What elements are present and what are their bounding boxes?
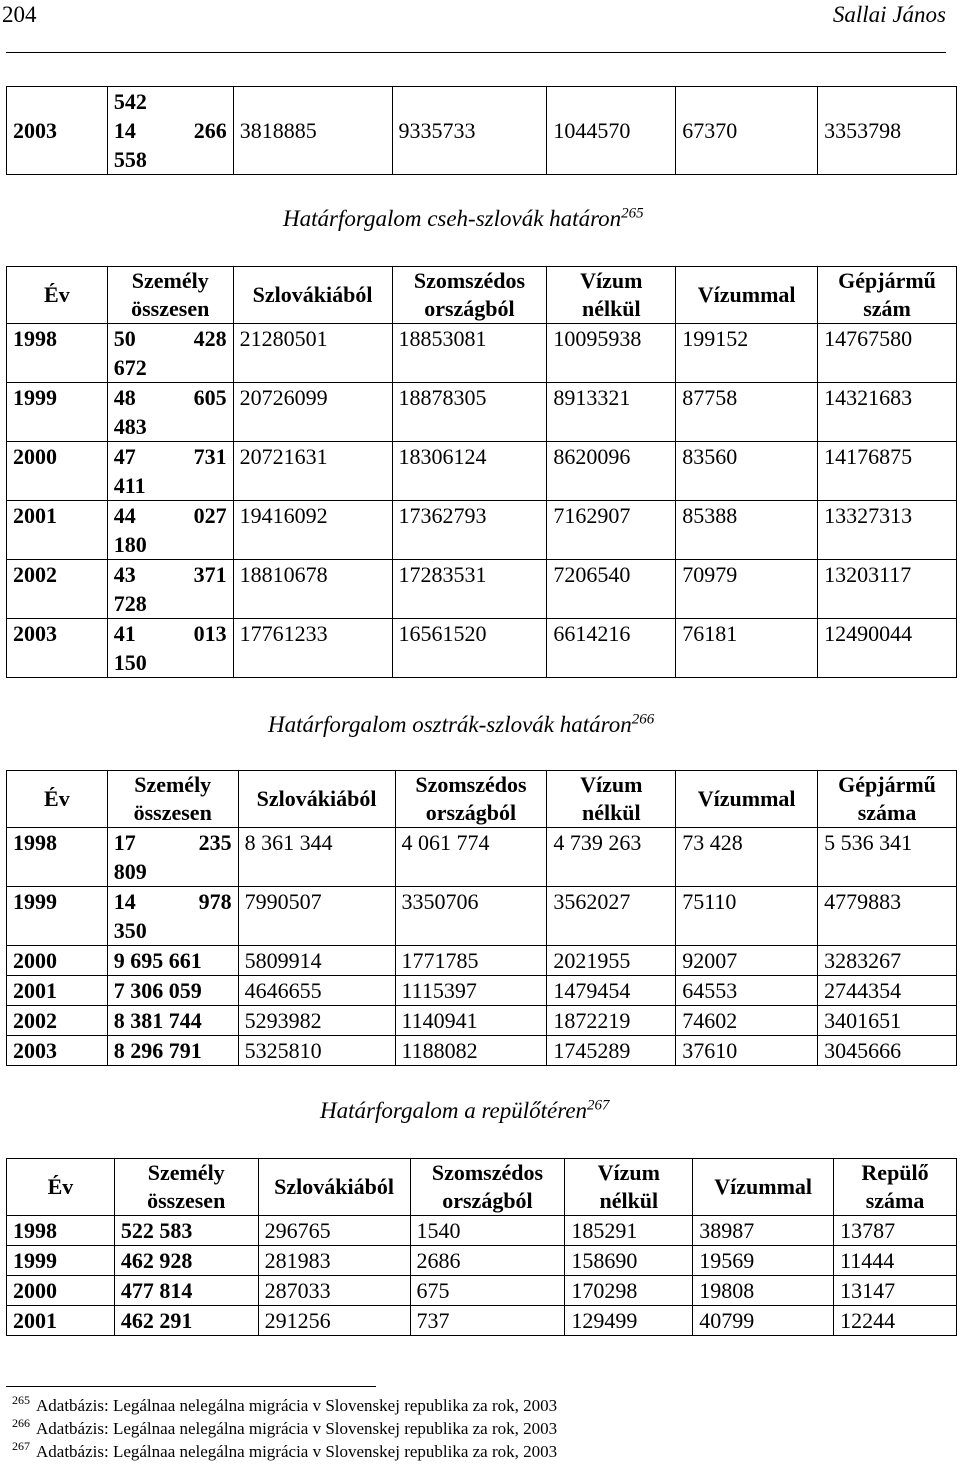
value-cell: 3562027 xyxy=(547,887,676,946)
value-cell: 737 xyxy=(410,1306,565,1336)
value-cell: 3045666 xyxy=(818,1036,957,1066)
persons-total-part: 14 xyxy=(113,889,136,914)
persons-total-part: 14 xyxy=(113,118,136,143)
table-body xyxy=(7,1216,957,1336)
page-header xyxy=(0,0,960,34)
table-header xyxy=(7,771,957,828)
persons-total-part: 483 xyxy=(113,414,147,439)
column-header: Személy összesen xyxy=(114,1159,258,1216)
value-cell: 1140941 xyxy=(395,1006,547,1036)
value-cell: 17283531 xyxy=(392,560,547,619)
table-row xyxy=(7,946,957,976)
caption-text: Határforgalom a repülőtéren xyxy=(320,1098,588,1123)
persons-total-cell xyxy=(107,442,233,501)
footnote-text: Adatbázis: Legálnaa nelegálna migrácia v Slovenskej republika za rok, 2003 xyxy=(36,1419,558,1438)
page-number: 204 xyxy=(2,2,37,27)
footnote-text: Adatbázis: Legálnaa nelegálna migrácia v Slovenskej republika za rok, 2003 xyxy=(36,1442,558,1461)
value-cell: 8620096 xyxy=(547,442,676,501)
footnote xyxy=(12,1439,558,1462)
table-row xyxy=(7,501,957,560)
persons-total-part: 978 xyxy=(198,889,232,914)
persons-total-cell xyxy=(114,1216,258,1246)
value-cell: 1479454 xyxy=(547,976,676,1006)
persons-total-part: 17 xyxy=(113,830,136,855)
footnote-rule xyxy=(6,1386,376,1387)
year-cell: 2001 xyxy=(7,501,108,560)
value-cell: 73 428 xyxy=(676,828,818,887)
header-row xyxy=(7,267,957,324)
value-cell: 18853081 xyxy=(392,324,547,383)
column-header: Szlovákiából xyxy=(233,267,392,324)
persons-total-part: 605 xyxy=(193,385,227,410)
persons-total-value: 477 814 xyxy=(120,1278,193,1303)
persons-total-part: 50 xyxy=(113,326,136,351)
column-header: Szlovákiából xyxy=(258,1159,410,1216)
persons-total-cell xyxy=(107,1006,238,1036)
value-cell: 19569 xyxy=(693,1246,834,1276)
table-row xyxy=(7,442,957,501)
value-cell: 8 361 344 xyxy=(238,828,395,887)
persons-total-part: 728 xyxy=(113,591,147,616)
value-cell: 20726099 xyxy=(233,383,392,442)
table-row xyxy=(7,619,957,678)
table-row xyxy=(7,1216,957,1246)
footnote-ref: 266 xyxy=(631,711,655,728)
value-cell: 199152 xyxy=(676,324,818,383)
persons-total-value: 8 296 791 xyxy=(113,1038,202,1063)
value-cell: 3353798 xyxy=(818,87,957,175)
persons-total-part: 027 xyxy=(193,503,227,528)
value-cell: 13147 xyxy=(834,1276,957,1306)
year-cell: 2000 xyxy=(7,1276,115,1306)
value-cell: 21280501 xyxy=(233,324,392,383)
persons-total-value: 7 306 059 xyxy=(113,978,202,1003)
value-cell: 675 xyxy=(410,1276,565,1306)
column-header: Repülő száma xyxy=(834,1159,957,1216)
table-row xyxy=(7,560,957,619)
persons-total-part: 809 xyxy=(113,859,147,884)
persons-total-part: 266 xyxy=(193,118,227,143)
value-cell: 13203117 xyxy=(818,560,957,619)
persons-total-cell xyxy=(107,619,233,678)
table-header xyxy=(7,1159,957,1216)
year-cell: 2003 xyxy=(7,1036,108,1066)
table-row xyxy=(7,828,957,887)
persons-total-cell xyxy=(107,976,238,1006)
column-header: Vízummal xyxy=(676,771,818,828)
persons-total-cell xyxy=(114,1276,258,1306)
persons-total-line xyxy=(114,887,232,916)
column-header: Vízum nélkül xyxy=(547,771,676,828)
column-header: Személy összesen xyxy=(107,771,238,828)
value-cell: 4 739 263 xyxy=(547,828,676,887)
value-cell: 3818885 xyxy=(233,87,392,175)
value-cell: 38987 xyxy=(693,1216,834,1246)
value-cell: 74602 xyxy=(676,1006,818,1036)
value-cell: 14767580 xyxy=(818,324,957,383)
year-cell: 1999 xyxy=(7,887,108,946)
footnote-ref: 265 xyxy=(621,205,644,222)
value-cell: 1540 xyxy=(410,1216,565,1246)
year-cell: 2002 xyxy=(7,560,108,619)
value-cell: 75110 xyxy=(676,887,818,946)
persons-total-part: 731 xyxy=(193,444,227,469)
persons-total-cell xyxy=(107,1036,238,1066)
value-cell: 7990507 xyxy=(238,887,395,946)
column-header: Év xyxy=(7,1159,115,1216)
persons-total-part: 428 xyxy=(193,326,227,351)
persons-total-cell xyxy=(107,828,238,887)
header-row xyxy=(7,1159,957,1216)
persons-total-part: 44 xyxy=(113,503,136,528)
table-row xyxy=(7,324,957,383)
column-header: Gépjármű száma xyxy=(818,771,957,828)
persons-total-cell xyxy=(107,887,238,946)
value-cell: 7206540 xyxy=(547,560,676,619)
value-cell: 19808 xyxy=(693,1276,834,1306)
value-cell: 4 061 774 xyxy=(395,828,547,887)
value-cell: 2686 xyxy=(410,1246,565,1276)
value-cell: 10095938 xyxy=(547,324,676,383)
value-cell: 2021955 xyxy=(547,946,676,976)
year-cell: 1999 xyxy=(7,383,108,442)
persons-total-cell xyxy=(107,324,233,383)
footnote-number: 267 xyxy=(12,1439,30,1454)
value-cell: 5 536 341 xyxy=(818,828,957,887)
table-row xyxy=(7,1276,957,1306)
table-row xyxy=(7,1036,957,1066)
caption-table-2 xyxy=(268,712,654,738)
year-cell: 1999 xyxy=(7,1246,115,1276)
value-cell: 8913321 xyxy=(547,383,676,442)
persons-total-line xyxy=(114,501,227,530)
caption-text: Határforgalom cseh-szlovák határon xyxy=(283,206,622,231)
table-body xyxy=(7,324,957,678)
value-cell: 40799 xyxy=(693,1306,834,1336)
caption-text: Határforgalom osztrák-szlovák határon xyxy=(268,712,632,737)
value-cell: 17761233 xyxy=(233,619,392,678)
value-cell: 1115397 xyxy=(395,976,547,1006)
year-cell: 2003 xyxy=(7,619,108,678)
table-row xyxy=(7,1306,957,1336)
persons-total-value: 462 291 xyxy=(120,1308,193,1333)
value-cell: 129499 xyxy=(565,1306,693,1336)
value-cell: 158690 xyxy=(565,1246,693,1276)
persons-total-part: 47 xyxy=(113,444,136,469)
value-cell: 92007 xyxy=(676,946,818,976)
column-header: Gépjármű szám xyxy=(818,267,957,324)
persons-total-part: 235 xyxy=(198,830,232,855)
value-cell: 1745289 xyxy=(547,1036,676,1066)
persons-total-part: 43 xyxy=(113,562,136,587)
value-cell: 7162907 xyxy=(547,501,676,560)
value-cell: 170298 xyxy=(565,1276,693,1306)
value-cell: 4779883 xyxy=(818,887,957,946)
header-rule xyxy=(6,52,946,53)
border-traffic-czech-table xyxy=(6,266,957,678)
value-cell: 3401651 xyxy=(818,1006,957,1036)
value-cell: 19416092 xyxy=(233,501,392,560)
column-header: Év xyxy=(7,771,108,828)
value-cell: 20721631 xyxy=(233,442,392,501)
persons-total-part: 150 xyxy=(113,650,147,675)
border-traffic-airport-table xyxy=(6,1158,957,1336)
footnote-ref: 267 xyxy=(587,1097,610,1114)
persons-total-line xyxy=(114,442,227,471)
column-header: Vízummal xyxy=(676,267,818,324)
persons-total-line xyxy=(114,383,227,412)
year-cell: 2003 xyxy=(7,87,108,175)
value-cell: 1771785 xyxy=(395,946,547,976)
year-cell: 2001 xyxy=(7,1306,115,1336)
year-cell: 1998 xyxy=(7,324,108,383)
footnote xyxy=(12,1416,558,1439)
value-cell: 281983 xyxy=(258,1246,410,1276)
value-cell: 16561520 xyxy=(392,619,547,678)
column-header: Szlovákiából xyxy=(238,771,395,828)
value-cell: 14176875 xyxy=(818,442,957,501)
persons-total-cell xyxy=(107,87,233,175)
value-cell: 2744354 xyxy=(818,976,957,1006)
persons-total-line xyxy=(114,560,227,589)
value-cell: 296765 xyxy=(258,1216,410,1246)
value-cell: 1188082 xyxy=(395,1036,547,1066)
column-header: Év xyxy=(7,267,108,324)
value-cell: 5325810 xyxy=(238,1036,395,1066)
persons-total-cell xyxy=(114,1306,258,1336)
caption-table-1 xyxy=(283,206,644,232)
value-cell: 291256 xyxy=(258,1306,410,1336)
caption-table-3 xyxy=(320,1098,610,1124)
footnote-number: 266 xyxy=(12,1416,30,1431)
value-cell: 83560 xyxy=(676,442,818,501)
year-cell: 2000 xyxy=(7,442,108,501)
persons-total-value: 522 583 xyxy=(120,1218,193,1243)
value-cell: 12244 xyxy=(834,1306,957,1336)
footnote-text: Adatbázis: Legálnaa nelegálna migrácia v Slovenskej republika za rok, 2003 xyxy=(36,1396,558,1415)
value-cell: 5809914 xyxy=(238,946,395,976)
table-header xyxy=(7,267,957,324)
value-cell: 17362793 xyxy=(392,501,547,560)
footnote xyxy=(12,1393,558,1416)
value-cell: 185291 xyxy=(565,1216,693,1246)
persons-total-line xyxy=(114,828,232,857)
value-cell: 3350706 xyxy=(395,887,547,946)
persons-total-value: 9 695 661 xyxy=(113,948,202,973)
persons-total-cell xyxy=(107,560,233,619)
year-cell: 2002 xyxy=(7,1006,108,1036)
persons-total-value: 462 928 xyxy=(120,1248,193,1273)
persons-total-cell xyxy=(114,1246,258,1276)
persons-total-line xyxy=(114,116,227,145)
persons-total-cell xyxy=(107,946,238,976)
persons-total-part: 350 xyxy=(113,918,147,943)
value-cell: 287033 xyxy=(258,1276,410,1306)
column-header: Szomszédos országból xyxy=(392,267,547,324)
persons-total-part: 542 xyxy=(113,89,147,114)
persons-total-line xyxy=(114,619,227,648)
column-header: Szomszédos országból xyxy=(410,1159,565,1216)
year-cell: 1998 xyxy=(7,1216,115,1246)
value-cell: 1044570 xyxy=(547,87,676,175)
persons-total-cell xyxy=(107,501,233,560)
continuation-table xyxy=(6,86,957,175)
column-header: Vízum nélkül xyxy=(565,1159,693,1216)
column-header: Személy összesen xyxy=(107,267,233,324)
year-cell: 1998 xyxy=(7,828,108,887)
table-row xyxy=(7,383,957,442)
value-cell: 11444 xyxy=(834,1246,957,1276)
value-cell: 5293982 xyxy=(238,1006,395,1036)
persons-total-part: 558 xyxy=(113,147,147,172)
value-cell: 3283267 xyxy=(818,946,957,976)
table-row xyxy=(7,1006,957,1036)
table-row xyxy=(7,1246,957,1276)
header-row xyxy=(7,771,957,828)
value-cell: 13327313 xyxy=(818,501,957,560)
column-header: Szomszédos országból xyxy=(395,771,547,828)
value-cell: 18306124 xyxy=(392,442,547,501)
persons-total-part: 371 xyxy=(193,562,227,587)
footnote-number: 265 xyxy=(12,1393,30,1408)
continuation-table-body xyxy=(7,87,957,175)
border-traffic-austria-table xyxy=(6,770,957,1066)
persons-total-part: 180 xyxy=(113,532,147,557)
value-cell: 70979 xyxy=(676,560,818,619)
value-cell: 64553 xyxy=(676,976,818,1006)
column-header: Vízum nélkül xyxy=(547,267,676,324)
table-row xyxy=(7,887,957,946)
value-cell: 6614216 xyxy=(547,619,676,678)
value-cell: 18810678 xyxy=(233,560,392,619)
column-header: Vízummal xyxy=(693,1159,834,1216)
value-cell: 9335733 xyxy=(392,87,547,175)
table-body xyxy=(7,828,957,1066)
table-row xyxy=(7,87,957,175)
value-cell: 12490044 xyxy=(818,619,957,678)
persons-total-part: 48 xyxy=(113,385,136,410)
persons-total-part: 411 xyxy=(113,473,146,498)
value-cell: 1872219 xyxy=(547,1006,676,1036)
value-cell: 13787 xyxy=(834,1216,957,1246)
value-cell: 14321683 xyxy=(818,383,957,442)
persons-total-part: 013 xyxy=(193,621,227,646)
value-cell: 85388 xyxy=(676,501,818,560)
value-cell: 4646655 xyxy=(238,976,395,1006)
year-cell: 2000 xyxy=(7,946,108,976)
value-cell: 87758 xyxy=(676,383,818,442)
value-cell: 76181 xyxy=(676,619,818,678)
persons-total-part: 672 xyxy=(113,355,147,380)
value-cell: 18878305 xyxy=(392,383,547,442)
persons-total-part: 41 xyxy=(113,621,136,646)
value-cell: 67370 xyxy=(676,87,818,175)
persons-total-value: 8 381 744 xyxy=(113,1008,202,1033)
persons-total-line xyxy=(114,324,227,353)
value-cell: 37610 xyxy=(676,1036,818,1066)
running-author: Sallai János xyxy=(832,2,946,27)
persons-total-cell xyxy=(107,383,233,442)
year-cell: 2001 xyxy=(7,976,108,1006)
table-row xyxy=(7,976,957,1006)
